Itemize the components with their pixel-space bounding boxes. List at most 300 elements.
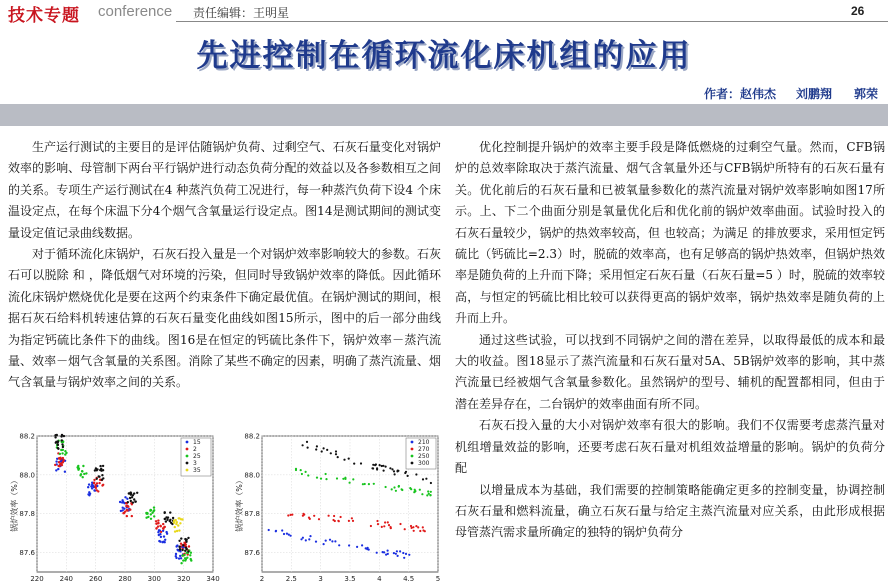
data-point	[302, 444, 304, 446]
data-point	[119, 501, 121, 503]
data-point	[353, 463, 355, 465]
y-tick-label: 88.0	[19, 471, 35, 480]
data-point	[290, 535, 292, 537]
data-point	[413, 530, 415, 532]
legend-marker	[186, 455, 189, 458]
chart-svg-1	[9, 432, 221, 588]
x-tick-label: 220	[30, 575, 44, 583]
data-point	[426, 494, 428, 496]
x-tick-label: 260	[88, 575, 103, 583]
data-point	[308, 538, 310, 540]
legend-label: 15	[193, 439, 201, 446]
data-point	[376, 552, 378, 554]
data-point	[81, 470, 83, 472]
data-point	[96, 478, 98, 480]
data-point	[179, 522, 181, 524]
data-point	[398, 485, 400, 487]
data-point	[410, 525, 412, 527]
data-point	[126, 509, 128, 511]
data-point	[80, 473, 82, 475]
data-point	[388, 524, 390, 526]
data-point	[309, 518, 311, 520]
data-point	[77, 469, 79, 471]
x-tick-label: 320	[176, 575, 191, 583]
data-point	[315, 448, 317, 450]
data-point	[175, 545, 177, 547]
data-point	[390, 526, 392, 528]
body-paragraph: 生产运行测试的主要目的是评估随锅炉负荷、过剩空气、石灰石量变化对锅炉效率的影响、母管制下两台平行锅炉进行动态负荷分配的效益以及各参数相互之间的关系。专项生产运行测试在4 种蒸汽负荷工况进行，每一种蒸汽负荷下设4 个床温设定点，在每个床温下分4个烟气含氧量运行设定点。图14是测试期间的测试变量设定值记录曲线数据。	[8, 140, 441, 240]
right-column	[455, 137, 885, 544]
body-paragraph: 以增量成本为基础，我们需要的控制策略能确定更多的控制变量，协调控制石灰石量和燃料流量，确立石灰石量与给定主蒸汽流量对应关系，由此形成根据母管蒸汽需求量所确定的独特的锅炉负荷分	[455, 482, 885, 540]
data-point	[158, 529, 160, 531]
legend-label: 210	[418, 439, 430, 446]
data-point	[307, 474, 309, 476]
data-point	[165, 516, 167, 518]
data-point	[190, 552, 192, 554]
data-point	[181, 549, 183, 551]
data-point	[166, 519, 168, 521]
data-point	[430, 491, 432, 493]
data-point	[349, 482, 351, 484]
data-point	[180, 557, 182, 559]
body-paragraph: 对于循环流化床锅炉，石灰石投入量是一个对锅炉效率影响较大的参数。石灰石可以脱除 和 ，降低烟气对环境的污染，但同时导致锅炉效率的降低。因此循环流化床锅炉燃烧优化是要在这两个约束条件下确定最优值。在锅炉测试的期间，根据石灰石给料机转速估算的石灰石量变化曲线如图15所示，图中的后一部分曲线为指定钙硫比条件下的曲线。图16是在恒定的钙硫比条件下，锅炉效率－蒸汽流量、效率－烟气含氧量的关系图。消除了某些不确定的因素，明确了蒸汽流量、烟气含氧量与锅炉效率之间的关系。	[8, 247, 441, 390]
x-tick-label: 280	[118, 575, 132, 583]
data-point	[122, 507, 124, 509]
data-point	[376, 520, 378, 522]
data-point	[351, 517, 353, 519]
data-point	[302, 513, 304, 515]
data-point	[393, 486, 395, 488]
data-point	[422, 526, 424, 528]
header-rule	[176, 21, 888, 22]
data-point	[155, 523, 157, 525]
data-point	[159, 541, 161, 543]
data-point	[96, 482, 98, 484]
x-tick-label: 340	[206, 575, 220, 583]
data-point	[188, 545, 190, 547]
data-point	[427, 490, 429, 492]
data-point	[326, 449, 328, 451]
data-point	[136, 492, 138, 494]
data-point	[417, 526, 419, 528]
data-point	[178, 546, 180, 548]
data-point	[130, 500, 132, 502]
data-point	[126, 515, 128, 517]
data-point	[153, 515, 155, 517]
data-point	[344, 477, 346, 479]
data-point	[429, 494, 431, 496]
data-point	[316, 477, 318, 479]
data-point	[393, 470, 395, 472]
data-point	[58, 457, 60, 459]
data-point	[91, 484, 93, 486]
legend-label: 250	[418, 453, 430, 460]
data-point	[101, 474, 103, 476]
data-point	[338, 544, 340, 546]
data-point	[373, 483, 375, 485]
data-point	[413, 491, 415, 493]
data-point	[89, 493, 91, 495]
data-point	[176, 549, 178, 551]
data-point	[402, 552, 404, 554]
data-point	[368, 483, 370, 485]
data-point	[131, 515, 133, 517]
data-point	[348, 544, 350, 546]
data-point	[159, 525, 161, 527]
data-point	[155, 520, 157, 522]
data-point	[323, 447, 325, 449]
data-point	[178, 517, 180, 519]
data-point	[415, 473, 417, 475]
y-axis-label: 锅炉效率（%）	[10, 476, 19, 532]
data-point	[124, 496, 126, 498]
legend-marker	[186, 448, 189, 451]
data-point	[352, 478, 354, 480]
data-point	[93, 489, 95, 491]
data-point	[93, 479, 95, 481]
data-point	[152, 510, 154, 512]
data-point	[307, 447, 309, 449]
data-point	[189, 554, 191, 556]
data-point	[88, 483, 90, 485]
data-point	[323, 543, 325, 545]
x-tick-label: 3	[318, 575, 323, 583]
data-point	[302, 537, 304, 539]
data-point	[325, 473, 327, 475]
data-point	[145, 517, 147, 519]
data-point	[186, 557, 188, 559]
data-point	[187, 537, 189, 539]
legend-label: 3	[193, 460, 197, 467]
data-point	[83, 473, 85, 475]
data-point	[405, 471, 407, 473]
data-point	[325, 478, 327, 480]
body-paragraph: 优化控制提升锅炉的效率主要手段是降低燃烧的过剩空气量。然而，CFB锅炉的总效率除取决于蒸汽流量、烟气含氧量外还与CFB锅炉所特有的石灰石量有关。优化前后的石灰石量和已被氧量参数化的蒸汽流量对锅炉效率影响如图17所示。上、下二个曲面分别是氧量优化后和优化前的锅炉效率曲面。试验时投入的石灰石量较少，锅炉的热效率较高，但 也较高；为满足 的排放要求，采用恒定钙硫比（钙硫比=2.3）时，脱硫的效率高，也有足够高的锅炉热效率，但锅炉热效率是随负荷的上升而下降；采用恒定石灰石量（石灰石量=5 ）时，脱硫的效率较高，与恒定的钙硫比相比较可以获得更高的锅炉效率，锅炉热效率是随负荷的上升而上升。	[455, 140, 885, 326]
data-point	[121, 501, 123, 503]
data-point	[91, 487, 93, 489]
data-point	[162, 541, 164, 543]
data-point	[368, 549, 370, 551]
data-point	[370, 525, 372, 527]
data-point	[185, 544, 187, 546]
data-point	[283, 533, 285, 535]
data-point	[187, 550, 189, 552]
data-point	[54, 464, 56, 466]
data-point	[129, 509, 131, 511]
data-point	[316, 445, 318, 447]
data-point	[330, 452, 332, 454]
data-point	[55, 442, 57, 444]
y-axis-label: 锅炉效率（%）	[235, 476, 244, 532]
data-point	[177, 524, 179, 526]
data-point	[64, 471, 66, 473]
data-point	[62, 446, 64, 448]
data-point	[180, 518, 182, 520]
data-point	[129, 497, 131, 499]
authors-label: 作者：	[703, 87, 740, 101]
data-point	[411, 527, 413, 529]
data-point	[315, 541, 317, 543]
data-point	[318, 518, 320, 520]
data-point	[157, 519, 159, 521]
data-point	[377, 523, 379, 525]
editor-credit: 责任编辑：王明星	[193, 6, 290, 20]
data-point	[150, 518, 152, 520]
data-point	[365, 547, 367, 549]
legend-marker	[186, 462, 189, 465]
data-point	[334, 520, 336, 522]
data-point	[360, 462, 362, 464]
data-point	[149, 510, 151, 512]
data-point	[391, 468, 393, 470]
data-point	[362, 483, 364, 485]
data-point	[408, 554, 410, 556]
data-point	[180, 537, 182, 539]
data-point	[409, 487, 411, 489]
data-point	[61, 439, 63, 441]
x-tick-label: 300	[147, 575, 162, 583]
author-name: 刘鹏翔	[795, 87, 832, 101]
data-point	[305, 539, 307, 541]
data-point	[132, 501, 134, 503]
data-point	[184, 557, 186, 559]
data-point	[342, 478, 344, 480]
data-point	[305, 471, 307, 473]
data-point	[57, 448, 59, 450]
data-point	[396, 550, 398, 552]
data-point	[415, 525, 417, 527]
data-point	[268, 529, 270, 531]
data-point	[325, 540, 327, 542]
data-point	[101, 484, 103, 486]
data-point	[54, 434, 56, 436]
legend-marker	[411, 462, 414, 465]
data-point	[135, 500, 137, 502]
data-point	[61, 443, 63, 445]
data-point	[333, 515, 335, 517]
data-point	[57, 444, 59, 446]
data-point	[87, 486, 89, 488]
data-point	[375, 463, 377, 465]
data-point	[419, 489, 421, 491]
y-tick-label: 87.6	[244, 549, 260, 558]
data-point	[313, 515, 315, 517]
data-point	[391, 488, 393, 490]
data-point	[184, 559, 186, 561]
data-point	[329, 539, 331, 541]
data-point	[361, 544, 363, 546]
data-point	[159, 533, 161, 535]
data-point	[130, 491, 132, 493]
data-point	[404, 528, 406, 530]
data-point	[64, 453, 66, 455]
data-point	[401, 488, 403, 490]
data-point	[302, 515, 304, 517]
author-line	[704, 85, 878, 102]
data-point	[335, 450, 337, 452]
y-tick-label: 87.8	[19, 510, 35, 519]
data-point	[422, 529, 424, 531]
data-point	[182, 544, 184, 546]
data-point	[172, 517, 174, 519]
x-tick-label: 3.5	[344, 575, 356, 583]
data-point	[179, 555, 181, 557]
data-point	[376, 468, 378, 470]
data-point	[387, 550, 389, 552]
legend-label: 2	[193, 446, 197, 453]
data-point	[356, 546, 358, 548]
data-point	[320, 478, 322, 480]
data-point	[275, 530, 277, 532]
data-point	[331, 540, 333, 542]
author-name: 赵伟杰	[739, 87, 776, 101]
data-point	[133, 492, 135, 494]
chart-svg-2	[234, 432, 446, 588]
data-point	[403, 557, 405, 559]
data-point	[125, 505, 127, 507]
data-point	[98, 482, 100, 484]
section-brand: 技术专题	[8, 6, 80, 26]
data-point	[57, 468, 59, 470]
data-point	[343, 459, 345, 461]
x-tick-label: 5	[435, 575, 441, 583]
data-point	[421, 493, 423, 495]
page-header	[0, 0, 888, 26]
efficiency-vs-steam-chart	[9, 432, 221, 588]
author-name: 郭荣	[853, 87, 878, 101]
data-point	[381, 526, 383, 528]
data-point	[301, 473, 303, 475]
y-tick-label: 87.6	[19, 549, 35, 558]
data-point	[186, 548, 188, 550]
data-point	[60, 449, 62, 451]
left-column	[8, 137, 441, 394]
legend-label: 270	[418, 446, 430, 453]
data-point	[174, 526, 176, 528]
data-point	[352, 520, 354, 522]
data-point	[54, 436, 56, 438]
data-point	[181, 555, 183, 557]
x-tick-label: 4.5	[403, 575, 415, 583]
data-point	[160, 536, 162, 538]
data-point	[183, 554, 185, 556]
data-point	[395, 553, 397, 555]
legend-label: 35	[193, 467, 201, 474]
data-point	[393, 552, 395, 554]
legend-label: 25	[193, 453, 201, 460]
data-point	[336, 477, 338, 479]
data-point	[419, 530, 421, 532]
data-point	[348, 520, 350, 522]
data-point	[399, 523, 401, 525]
data-point	[179, 548, 181, 550]
data-point	[405, 553, 407, 555]
data-point	[124, 510, 126, 512]
data-point	[385, 554, 387, 556]
data-point	[309, 535, 311, 537]
data-point	[337, 456, 339, 458]
data-point	[165, 531, 167, 533]
data-point	[385, 466, 387, 468]
data-point	[82, 465, 84, 467]
data-point	[127, 501, 129, 503]
data-point	[100, 468, 102, 470]
data-point	[185, 539, 187, 541]
data-point	[178, 540, 180, 542]
data-point	[64, 450, 66, 452]
data-point	[165, 520, 167, 522]
data-point	[63, 459, 65, 461]
x-tick-label: 2.5	[285, 575, 297, 583]
efficiency-vs-oxygen-chart	[234, 432, 446, 588]
data-point	[164, 511, 166, 513]
data-point	[287, 514, 289, 516]
data-point	[385, 486, 387, 488]
data-point	[335, 453, 337, 455]
data-point	[328, 515, 330, 517]
article-title: 先进控制在循环流化床机组的应用	[196, 38, 692, 74]
data-point	[379, 464, 381, 466]
data-point	[150, 513, 152, 515]
data-point	[98, 476, 100, 478]
legend-marker	[411, 441, 414, 444]
data-point	[337, 520, 339, 522]
data-point	[160, 531, 162, 533]
data-point	[55, 469, 57, 471]
y-tick-label: 88.2	[19, 432, 35, 441]
data-point	[163, 535, 165, 537]
data-point	[162, 528, 164, 530]
data-point	[175, 523, 177, 525]
body-paragraph: 通过这些试验，可以找到不同锅炉之间的潜在差异，以取得最低的成本和最大的收益。图18显示了蒸汽流量和石灰石量对5A、5B锅炉效率的影响，其中蒸汽流量已经被烟气含氧量参数化。虽然锅炉的型号、辅机的配置都相同，但由于潜在差异存在，二台锅炉的效率曲面有所不同。	[455, 332, 885, 411]
data-point	[95, 487, 97, 489]
title-band	[0, 104, 888, 126]
data-point	[99, 465, 101, 467]
data-point	[175, 553, 177, 555]
data-point	[146, 513, 148, 515]
data-point	[394, 473, 396, 475]
data-point	[389, 467, 391, 469]
data-point	[399, 550, 401, 552]
data-point	[153, 506, 155, 508]
data-point	[396, 470, 398, 472]
data-point	[383, 470, 385, 472]
data-point	[407, 475, 409, 477]
data-point	[102, 465, 104, 467]
data-point	[169, 511, 171, 513]
data-point	[58, 465, 60, 467]
legend-marker	[186, 441, 189, 444]
data-point	[85, 472, 87, 474]
data-point	[291, 514, 293, 516]
data-point	[60, 435, 62, 437]
y-tick-label: 88.2	[244, 432, 260, 441]
data-point	[340, 516, 342, 518]
y-tick-label: 87.8	[244, 510, 260, 519]
data-point	[96, 489, 98, 491]
body-paragraph: 石灰石投入量的大小对锅炉效率有很大的影响。我们不仅需要考虑蒸汽量对机组增量效益的影响，还要考虑石灰石量对机组效益增量的影响。锅炉的负荷分配	[455, 418, 885, 476]
data-point	[180, 562, 182, 564]
section-brand-sub: conference	[98, 3, 173, 20]
data-point	[178, 529, 180, 531]
data-point	[387, 521, 389, 523]
data-point	[382, 551, 384, 553]
data-point	[425, 478, 427, 480]
data-point	[397, 555, 399, 557]
data-point	[55, 460, 57, 462]
data-point	[175, 557, 177, 559]
data-point	[164, 539, 166, 541]
